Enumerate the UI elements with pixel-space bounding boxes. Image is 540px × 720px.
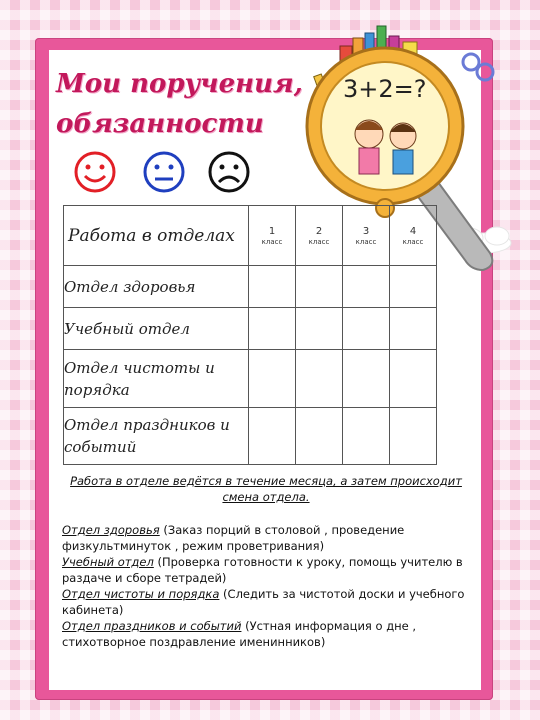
- duty-name: Отдел здоровья: [62, 523, 160, 537]
- page-title: [56, 64, 303, 144]
- title-line-2: обязанности: [56, 109, 264, 139]
- duty-description: (Заказ порций в столовой , проведение физкультминуток , режим проветривания): [62, 523, 405, 553]
- grade-4-header: 4 класс: [390, 206, 437, 266]
- table-cell[interactable]: [249, 308, 296, 350]
- table-cell[interactable]: [390, 350, 437, 408]
- table-cell[interactable]: [296, 266, 343, 308]
- math-problem-text: 3+2=?: [343, 75, 427, 103]
- duty-description: (Следить за чистотой доски и учебного кабинета): [62, 587, 465, 617]
- grade-1-header: 1 класс: [249, 206, 296, 266]
- grade-3-header: 3 класс: [343, 206, 390, 266]
- title-line-1: Мои поручения,: [56, 69, 303, 99]
- row-label-holidays: Отдел праздников и событий: [64, 408, 249, 465]
- row-label-health: Отдел здоровья: [64, 266, 249, 308]
- list-item: [62, 522, 472, 554]
- table-cell[interactable]: [249, 350, 296, 408]
- duty-description: (Проверка готовности к уроку, помощь учителю в раздаче и сборе тетрадей): [62, 555, 463, 585]
- table-row: [64, 308, 437, 350]
- duties-list: [62, 522, 472, 650]
- table-cell[interactable]: [390, 308, 437, 350]
- duty-name: Отдел чистоты и порядка: [62, 587, 220, 601]
- table-cell[interactable]: [390, 266, 437, 308]
- row-label-cleanliness: Отдел чистоты и порядка: [64, 350, 249, 408]
- grade-2-header: 2 класс: [296, 206, 343, 266]
- list-item: [62, 586, 472, 618]
- table-cell[interactable]: [296, 308, 343, 350]
- table-cell[interactable]: [343, 408, 390, 465]
- list-item: [62, 618, 472, 650]
- list-item: [62, 554, 472, 586]
- table-cell[interactable]: [249, 266, 296, 308]
- duty-description: (Устная информация о дне , стихотворное поздравление именинников): [62, 619, 417, 649]
- duties-table: [63, 205, 436, 465]
- table-cell[interactable]: [343, 266, 390, 308]
- table-cell[interactable]: [343, 350, 390, 408]
- neutral-face-icon: [142, 150, 186, 194]
- table-row: [64, 408, 437, 465]
- table-row: [64, 350, 437, 408]
- happy-face-icon: [73, 150, 117, 194]
- table-cell[interactable]: [249, 408, 296, 465]
- table-cell[interactable]: [390, 408, 437, 465]
- table-cell[interactable]: [296, 408, 343, 465]
- table-header-label: Работа в отделах: [64, 206, 249, 266]
- table-cell[interactable]: [343, 308, 390, 350]
- row-label-study: Учебный отдел: [64, 308, 249, 350]
- sad-face-icon: [207, 150, 251, 194]
- rotation-note: Работа в отделе ведётся в течение месяца, а затем происходит смена отдела.: [70, 474, 462, 504]
- duty-name: Учебный отдел: [62, 555, 154, 569]
- table-cell[interactable]: [296, 350, 343, 408]
- table-row: [64, 266, 437, 308]
- duty-name: Отдел праздников и событий: [62, 619, 242, 633]
